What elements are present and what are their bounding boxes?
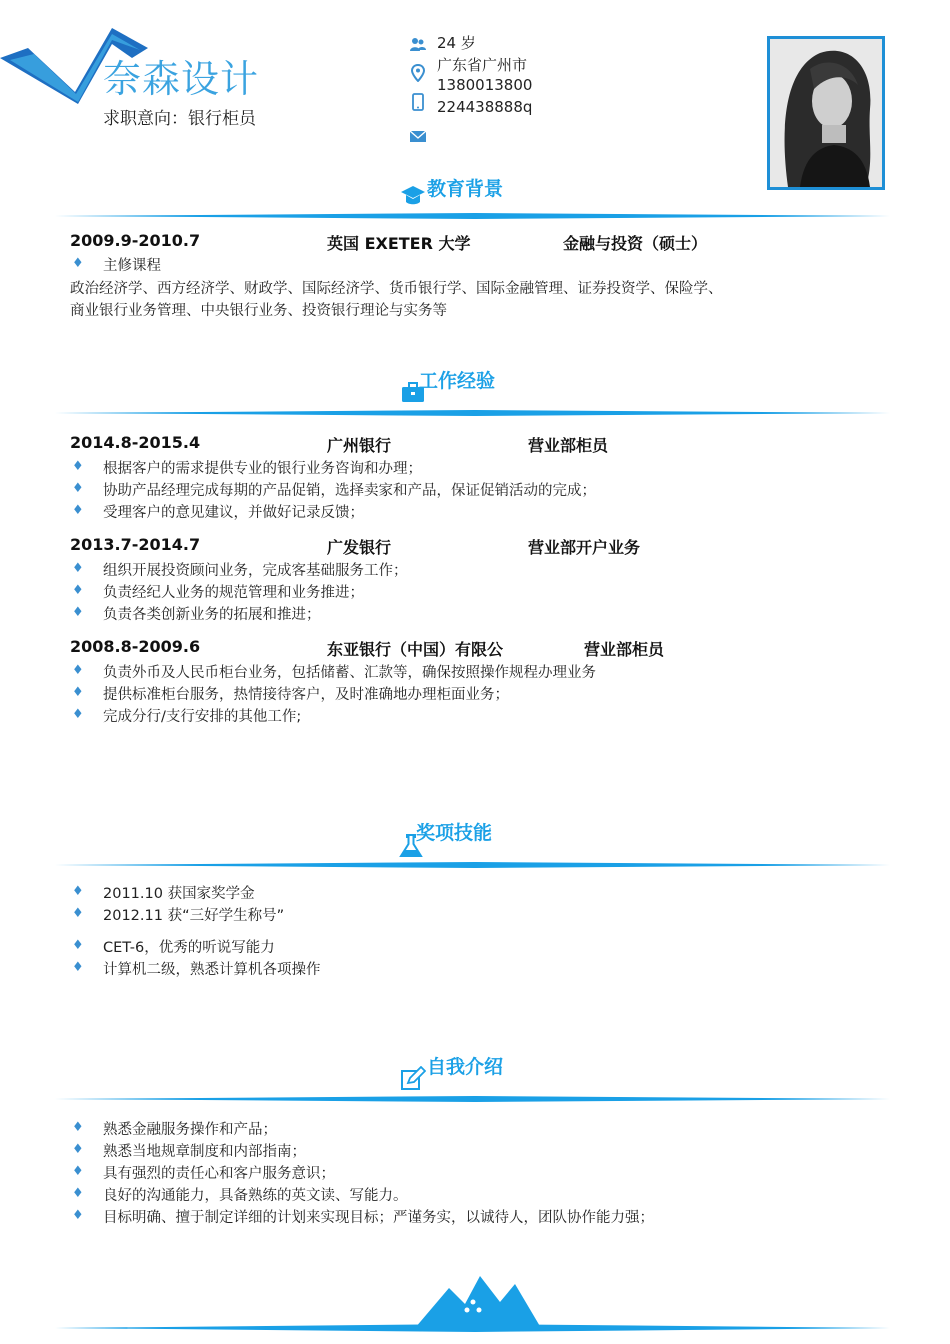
work-divider	[55, 410, 895, 416]
course-label: 主修课程	[103, 258, 161, 274]
job-company: 广州银行	[327, 436, 392, 455]
list-bullet: ♦	[72, 884, 84, 899]
award-item: 2012.11 获“三好学生称号”	[103, 908, 285, 924]
education-title: 教育背景	[427, 178, 504, 200]
self-intro-divider	[55, 1096, 895, 1102]
job-duty: 完成分行/支行安排的其他工作;	[103, 709, 302, 725]
job-position: 营业部开户业务	[528, 538, 641, 557]
list-bullet: ♦	[72, 583, 84, 598]
list-bullet: ♦	[72, 1142, 84, 1157]
job-duty: 受理客户的意见建议，并做好记录反馈；	[103, 505, 364, 521]
list-bullet: ♦	[72, 707, 84, 722]
age-text: 24 岁	[437, 34, 476, 52]
graduation-cap-icon	[400, 182, 426, 208]
self-item: 熟悉金融服务操作和产品；	[103, 1122, 277, 1138]
mail-icon	[409, 127, 427, 145]
person-icon	[409, 36, 427, 54]
list-bullet: ♦	[72, 1208, 84, 1223]
list-bullet: ♦	[72, 685, 84, 700]
list-bullet: ♦	[72, 1120, 84, 1135]
job-company: 东亚银行（中国）有限公	[327, 640, 504, 659]
list-bullet: ♦	[72, 561, 84, 576]
location-text: 广东省广州市	[437, 56, 528, 74]
applicant-name: 奈森设计	[103, 57, 260, 101]
footer-mountain-decoration	[55, 1270, 895, 1334]
job-duty: 提供标准柜台服务，热情接待客户，及时准确地办理柜面业务；	[103, 687, 509, 703]
self-item: 具有强烈的责任心和客户服务意识；	[103, 1166, 335, 1182]
courses-line-2: 商业银行业务管理、中央银行业务、投资银行理论与实务等	[70, 303, 447, 319]
list-bullet: ♦	[72, 256, 84, 271]
list-bullet: ♦	[72, 906, 84, 921]
education-degree: 金融与投资（硕士）	[563, 234, 708, 253]
job-intent: 求职意向：银行柜员	[103, 109, 256, 129]
list-bullet: ♦	[72, 503, 84, 518]
list-bullet: ♦	[72, 960, 84, 975]
job-duty: 负责各类创新业务的拓展和推进；	[103, 607, 321, 623]
job-date: 2013.7-2014.7	[70, 535, 201, 554]
edit-icon	[400, 1066, 426, 1092]
phone-text: 1380013800	[437, 76, 533, 94]
location-pin-icon	[409, 64, 427, 82]
skill-item: CET-6，优秀的听说写能力	[103, 940, 275, 956]
self-item: 良好的沟通能力，具备熟练的英文读、写能力。	[103, 1188, 408, 1204]
job-duty: 组织开展投资顾问业务，完成客基础服务工作；	[103, 563, 408, 579]
self-item: 熟悉当地规章制度和内部指南；	[103, 1144, 306, 1160]
job-position: 营业部柜员	[528, 436, 609, 455]
courses-line-1: 政治经济学、西方经济学、财政学、国际经济学、货币银行学、国际金融管理、证券投资学、保险学、	[70, 281, 723, 297]
profile-photo	[767, 36, 885, 190]
job-date: 2008.8-2009.6	[70, 637, 201, 656]
list-bullet: ♦	[72, 1186, 84, 1201]
education-divider	[55, 213, 895, 219]
work-title: 工作经验	[419, 370, 496, 392]
list-bullet: ♦	[72, 663, 84, 678]
job-duty: 负责外币及人民币柜台业务，包括储蓄、汇款等，确保按照操作规程办理业务	[103, 665, 596, 681]
job-position: 营业部柜员	[584, 640, 665, 659]
list-bullet: ♦	[72, 481, 84, 496]
job-duty: 根据客户的需求提供专业的银行业务咨询和办理；	[103, 461, 422, 477]
job-company: 广发银行	[327, 538, 392, 557]
awards-title: 奖项技能	[416, 822, 493, 844]
mobile-phone-icon	[409, 93, 427, 111]
list-bullet: ♦	[72, 605, 84, 620]
list-bullet: ♦	[72, 938, 84, 953]
list-bullet: ♦	[72, 1164, 84, 1179]
self-intro-title: 自我介绍	[427, 1056, 504, 1078]
skill-item: 计算机二级，熟悉计算机各项操作	[103, 962, 321, 978]
self-item: 目标明确、擅于制定详细的计划来实现目标；严谨务实，以诚待人，团队协作能力强；	[103, 1210, 654, 1226]
job-duty: 协助产品经理完成每期的产品促销，选择卖家和产品，保证促销活动的完成；	[103, 483, 596, 499]
award-item: 2011.10 获国家奖学金	[103, 886, 255, 902]
qq-text: 224438888q	[437, 98, 533, 116]
job-duty: 负责经纪人业务的规范管理和业务推进；	[103, 585, 364, 601]
awards-divider	[55, 862, 895, 868]
list-bullet: ♦	[72, 459, 84, 474]
education-school: 英国 EXETER 大学	[327, 234, 471, 253]
job-date: 2014.8-2015.4	[70, 433, 201, 452]
education-date: 2009.9-2010.7	[70, 231, 201, 250]
